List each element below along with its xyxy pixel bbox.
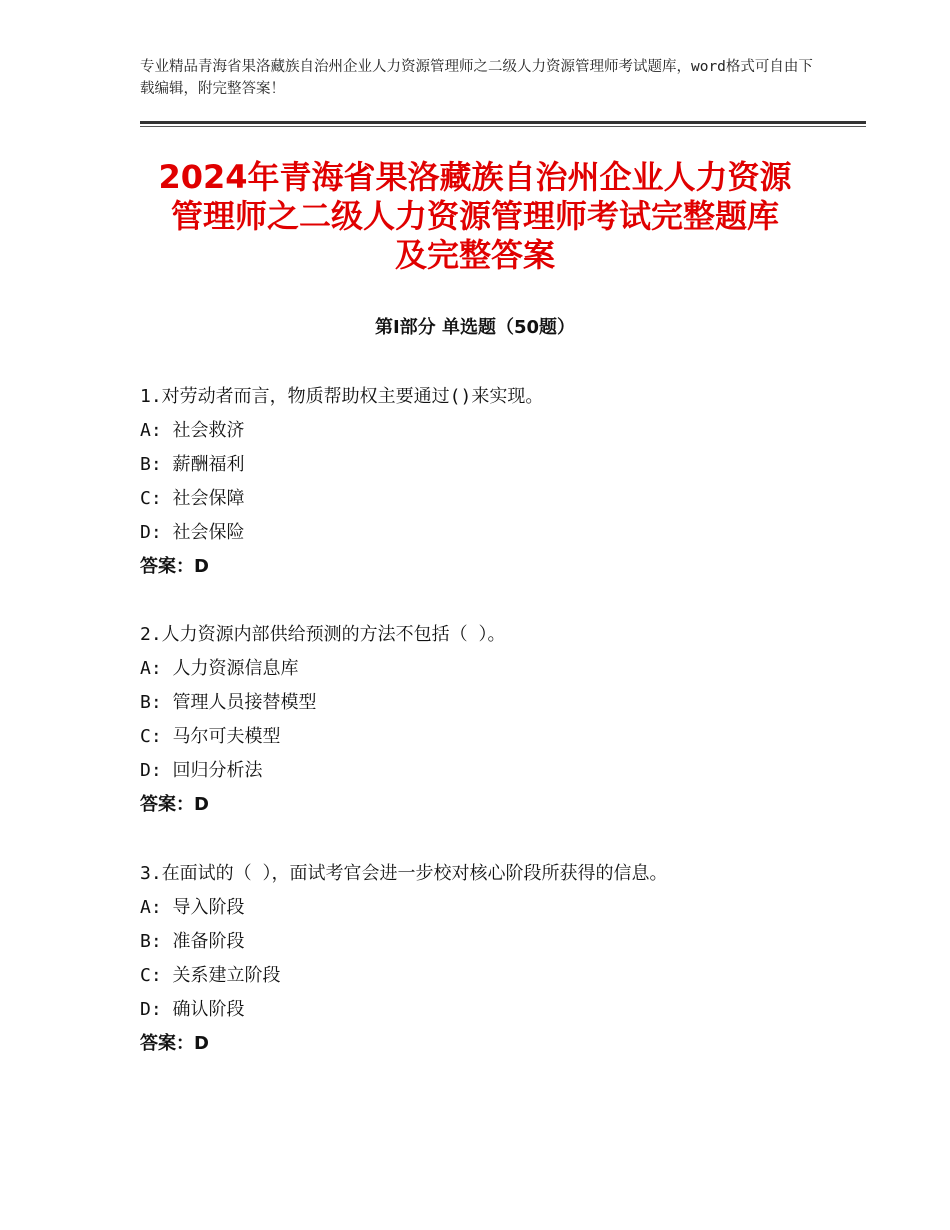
title-line: 管理师之二级人力资源管理师考试完整题库: [170, 197, 779, 235]
option-d: D: 确认阶段: [140, 999, 245, 1020]
option-d: D: 社会保险: [140, 522, 245, 543]
option-b: B: 薪酬福利: [140, 454, 245, 475]
header-note: 专业精品青海省果洛藏族自治州企业人力资源管理师之二级人力资源管理师考试题库，word格式可自由下载编辑，附完整答案！: [140, 59, 813, 97]
header-rule: [140, 121, 866, 124]
question-1: [140, 380, 840, 584]
option-d: D: 回归分析法: [140, 760, 263, 781]
question-2: [140, 618, 840, 822]
answer-label: 答案：D: [140, 556, 209, 577]
option-c: C: 马尔可夫模型: [140, 726, 281, 747]
title-line: 2024年青海省果洛藏族自治州企业人力资源: [158, 158, 792, 196]
answer-label: 答案：D: [140, 794, 209, 815]
question-stem: 2.人力资源内部供给预测的方法不包括（ ）。: [140, 624, 506, 645]
question-stem: 3.在面试的（ ），面试考官会进一步校对核心阶段所获得的信息。: [140, 863, 668, 884]
option-a: A: 社会救济: [140, 420, 245, 441]
option-c: C: 社会保障: [140, 488, 245, 509]
question-3: [140, 857, 840, 1061]
option-b: B: 准备阶段: [140, 931, 245, 952]
option-a: A: 导入阶段: [140, 897, 245, 918]
answer-label: 答案：D: [140, 1033, 209, 1054]
section-title: 第Ⅰ部分 单选题（50题）: [374, 317, 575, 338]
title-line: 及完整答案: [394, 236, 555, 274]
question-stem: 1.对劳动者而言，物质帮助权主要通过()来实现。: [140, 386, 544, 407]
option-c: C: 关系建立阶段: [140, 965, 281, 986]
header-rule-thin: [140, 126, 866, 127]
option-a: A: 人力资源信息库: [140, 658, 299, 679]
document-title: [120, 158, 830, 275]
option-b: B: 管理人员接替模型: [140, 692, 317, 713]
